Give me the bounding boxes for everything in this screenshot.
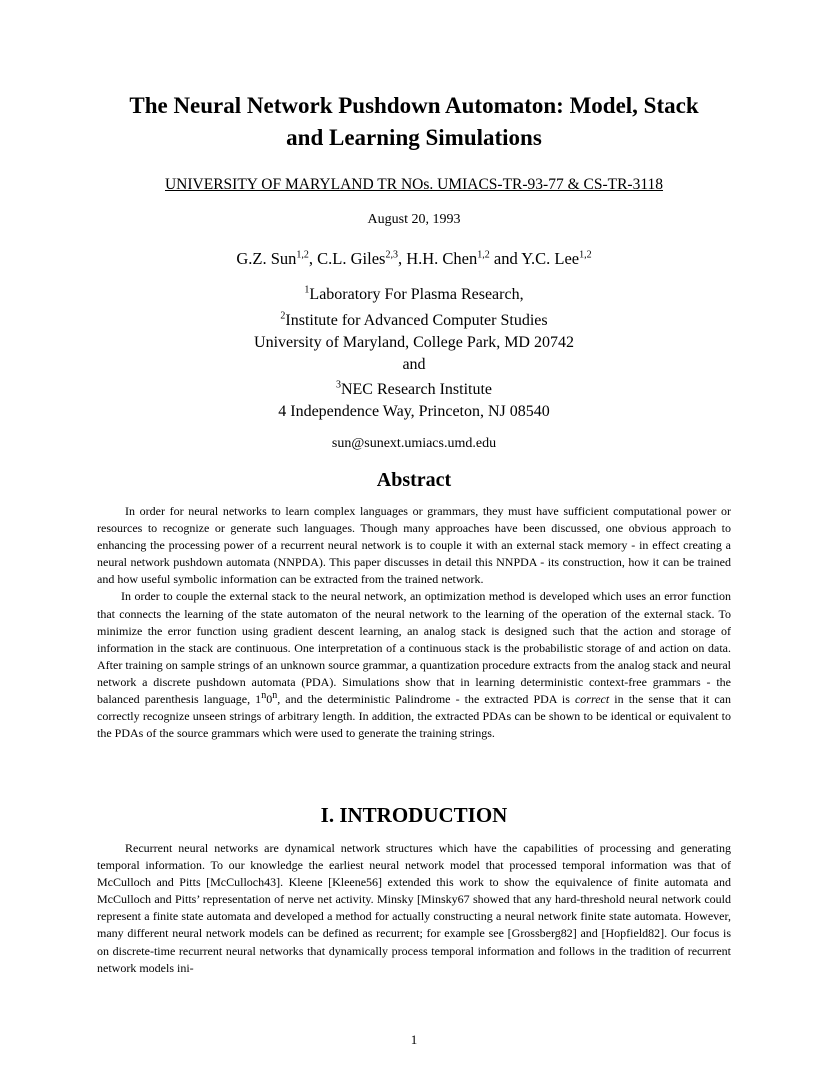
page-number: 1 bbox=[410, 1032, 418, 1047]
introduction-paragraph-1: Recurrent neural networks are dynamical network structures which have the capabilities of processing and generating temporal information. To our knowledge the earliest neural network model that processed temporal information was that of McCulloch and Pitts [McCulloch43]. Kleene [Kleene56] extended this work to show the equivalence of finite automata and McCulloch and Pitts’ representation of nerve net activity. Minsky [Minsky67 showed that any hard-threshold neural network could represent a finite state automata and developed a method for actually constructing a neural network finite state automata. However, many different neural network models can be defined as recurrent; for example see [Grossberg82] and [Hopfield82]. Our focus is on discrete-time recurrent neural networks that dynamically process temporal information and follows in the tradition of recurrent network models ini- bbox=[97, 841, 731, 975]
affiliation-text: Institute for Advanced Computer Studies bbox=[285, 312, 548, 329]
abstract-text: In order to couple the external stack to the neural network, an optimization method is developed which uses an error function that connects the learning of the state automaton of the neural network to the learning of the operation of the external stack. To minimize the error function using gradient descent learning, an analog stack is designed such that the action and storage of information in the stack are continuous. One interpretation of a continuous stack is the probabilistic storage of and action on data. After training on sample strings of an unknown source grammar, a quantization procedure extracts from the analog stack and neural network a discrete pushdown automata (PDA). Simulations show that in learning deterministic context-free grammars - the balanced parenthesis language, 1 bbox=[97, 589, 731, 707]
title-line-2: and Learning Simulations bbox=[286, 125, 542, 150]
section-heading: I. INTRODUCTION bbox=[320, 803, 508, 827]
affiliation-mark: 2 bbox=[280, 310, 286, 322]
author-affiliation-mark: 2,3 bbox=[385, 249, 398, 261]
author-affiliation-mark: 1,2 bbox=[477, 249, 490, 261]
introduction-body bbox=[97, 840, 731, 977]
superscript: n bbox=[261, 690, 267, 702]
author-separator: and bbox=[489, 249, 522, 268]
author-name: C.L. Giles bbox=[317, 249, 386, 268]
affiliation-1 bbox=[60, 284, 768, 306]
abstract-paragraph-1: In order for neural networks to learn complex languages or grammars, they must have sufficient computational power or resources to recognize or generate such languages. Though many approaches have been discussed, one obvious approach to enhancing the processing power of a recurrent neural network is to couple it with an external stack memory - in effect creating a neural network pushdown automata (NNPDA). This paper discusses in detail this NNPDA - its construction, how it can be trained and how useful symbolic information can be extracted from the trained network. bbox=[97, 504, 731, 587]
affiliation-mark: 3 bbox=[335, 379, 341, 391]
contact-email: sun@sunext.umiacs.umd.edu bbox=[331, 436, 497, 451]
affiliation-and: and bbox=[402, 356, 426, 373]
author-name: H.H. Chen bbox=[406, 249, 478, 268]
author-separator: , bbox=[397, 249, 407, 268]
author-affiliation-mark: 1,2 bbox=[579, 249, 592, 261]
author-separator: , bbox=[308, 249, 318, 268]
author-name: Y.C. Lee bbox=[521, 249, 580, 268]
author-affiliation-mark: 1,2 bbox=[296, 249, 309, 261]
paper-date: August 20, 1993 bbox=[367, 212, 461, 227]
abstract-paragraph-2 bbox=[97, 588, 731, 742]
affiliation-mark: 1 bbox=[304, 284, 310, 296]
affiliation-2 bbox=[60, 310, 768, 354]
abstract-text: in the sense that it can correctly recognize unseen strings of arbitrary length. In addition, the extracted PDAs can be shown to be identical or equivalent to the PDAs of the source grammars which were used to generate the training strings. bbox=[97, 692, 731, 741]
emphasis: correct bbox=[574, 692, 610, 707]
abstract-text: , and the deterministic Palindrome - the extracted PDA is bbox=[277, 692, 575, 707]
title-line-1: The Neural Network Pushdown Automaton: Model, Stack bbox=[129, 93, 699, 118]
affiliation-text: NEC Research Institute bbox=[340, 381, 493, 398]
affiliation-text: Laboratory For Plasma Research, bbox=[309, 286, 524, 303]
paper-title bbox=[60, 90, 768, 154]
author-name: G.Z. Sun bbox=[236, 249, 297, 268]
abstract-body bbox=[97, 503, 731, 742]
abstract-text: 0 bbox=[266, 692, 273, 707]
author-list bbox=[60, 249, 768, 269]
report-number bbox=[60, 176, 768, 194]
affiliation-3 bbox=[60, 379, 768, 423]
affiliation-address: 4 Independence Way, Princeton, NJ 08540 bbox=[278, 403, 550, 420]
report-number-text: UNIVERSITY OF MARYLAND TR NOs. UMIACS-TR-93-77 & CS-TR-3118 bbox=[164, 176, 664, 193]
abstract-heading: Abstract bbox=[376, 469, 452, 491]
superscript: n bbox=[272, 690, 278, 702]
affiliation-address: University of Maryland, College Park, MD 20742 bbox=[254, 334, 574, 351]
